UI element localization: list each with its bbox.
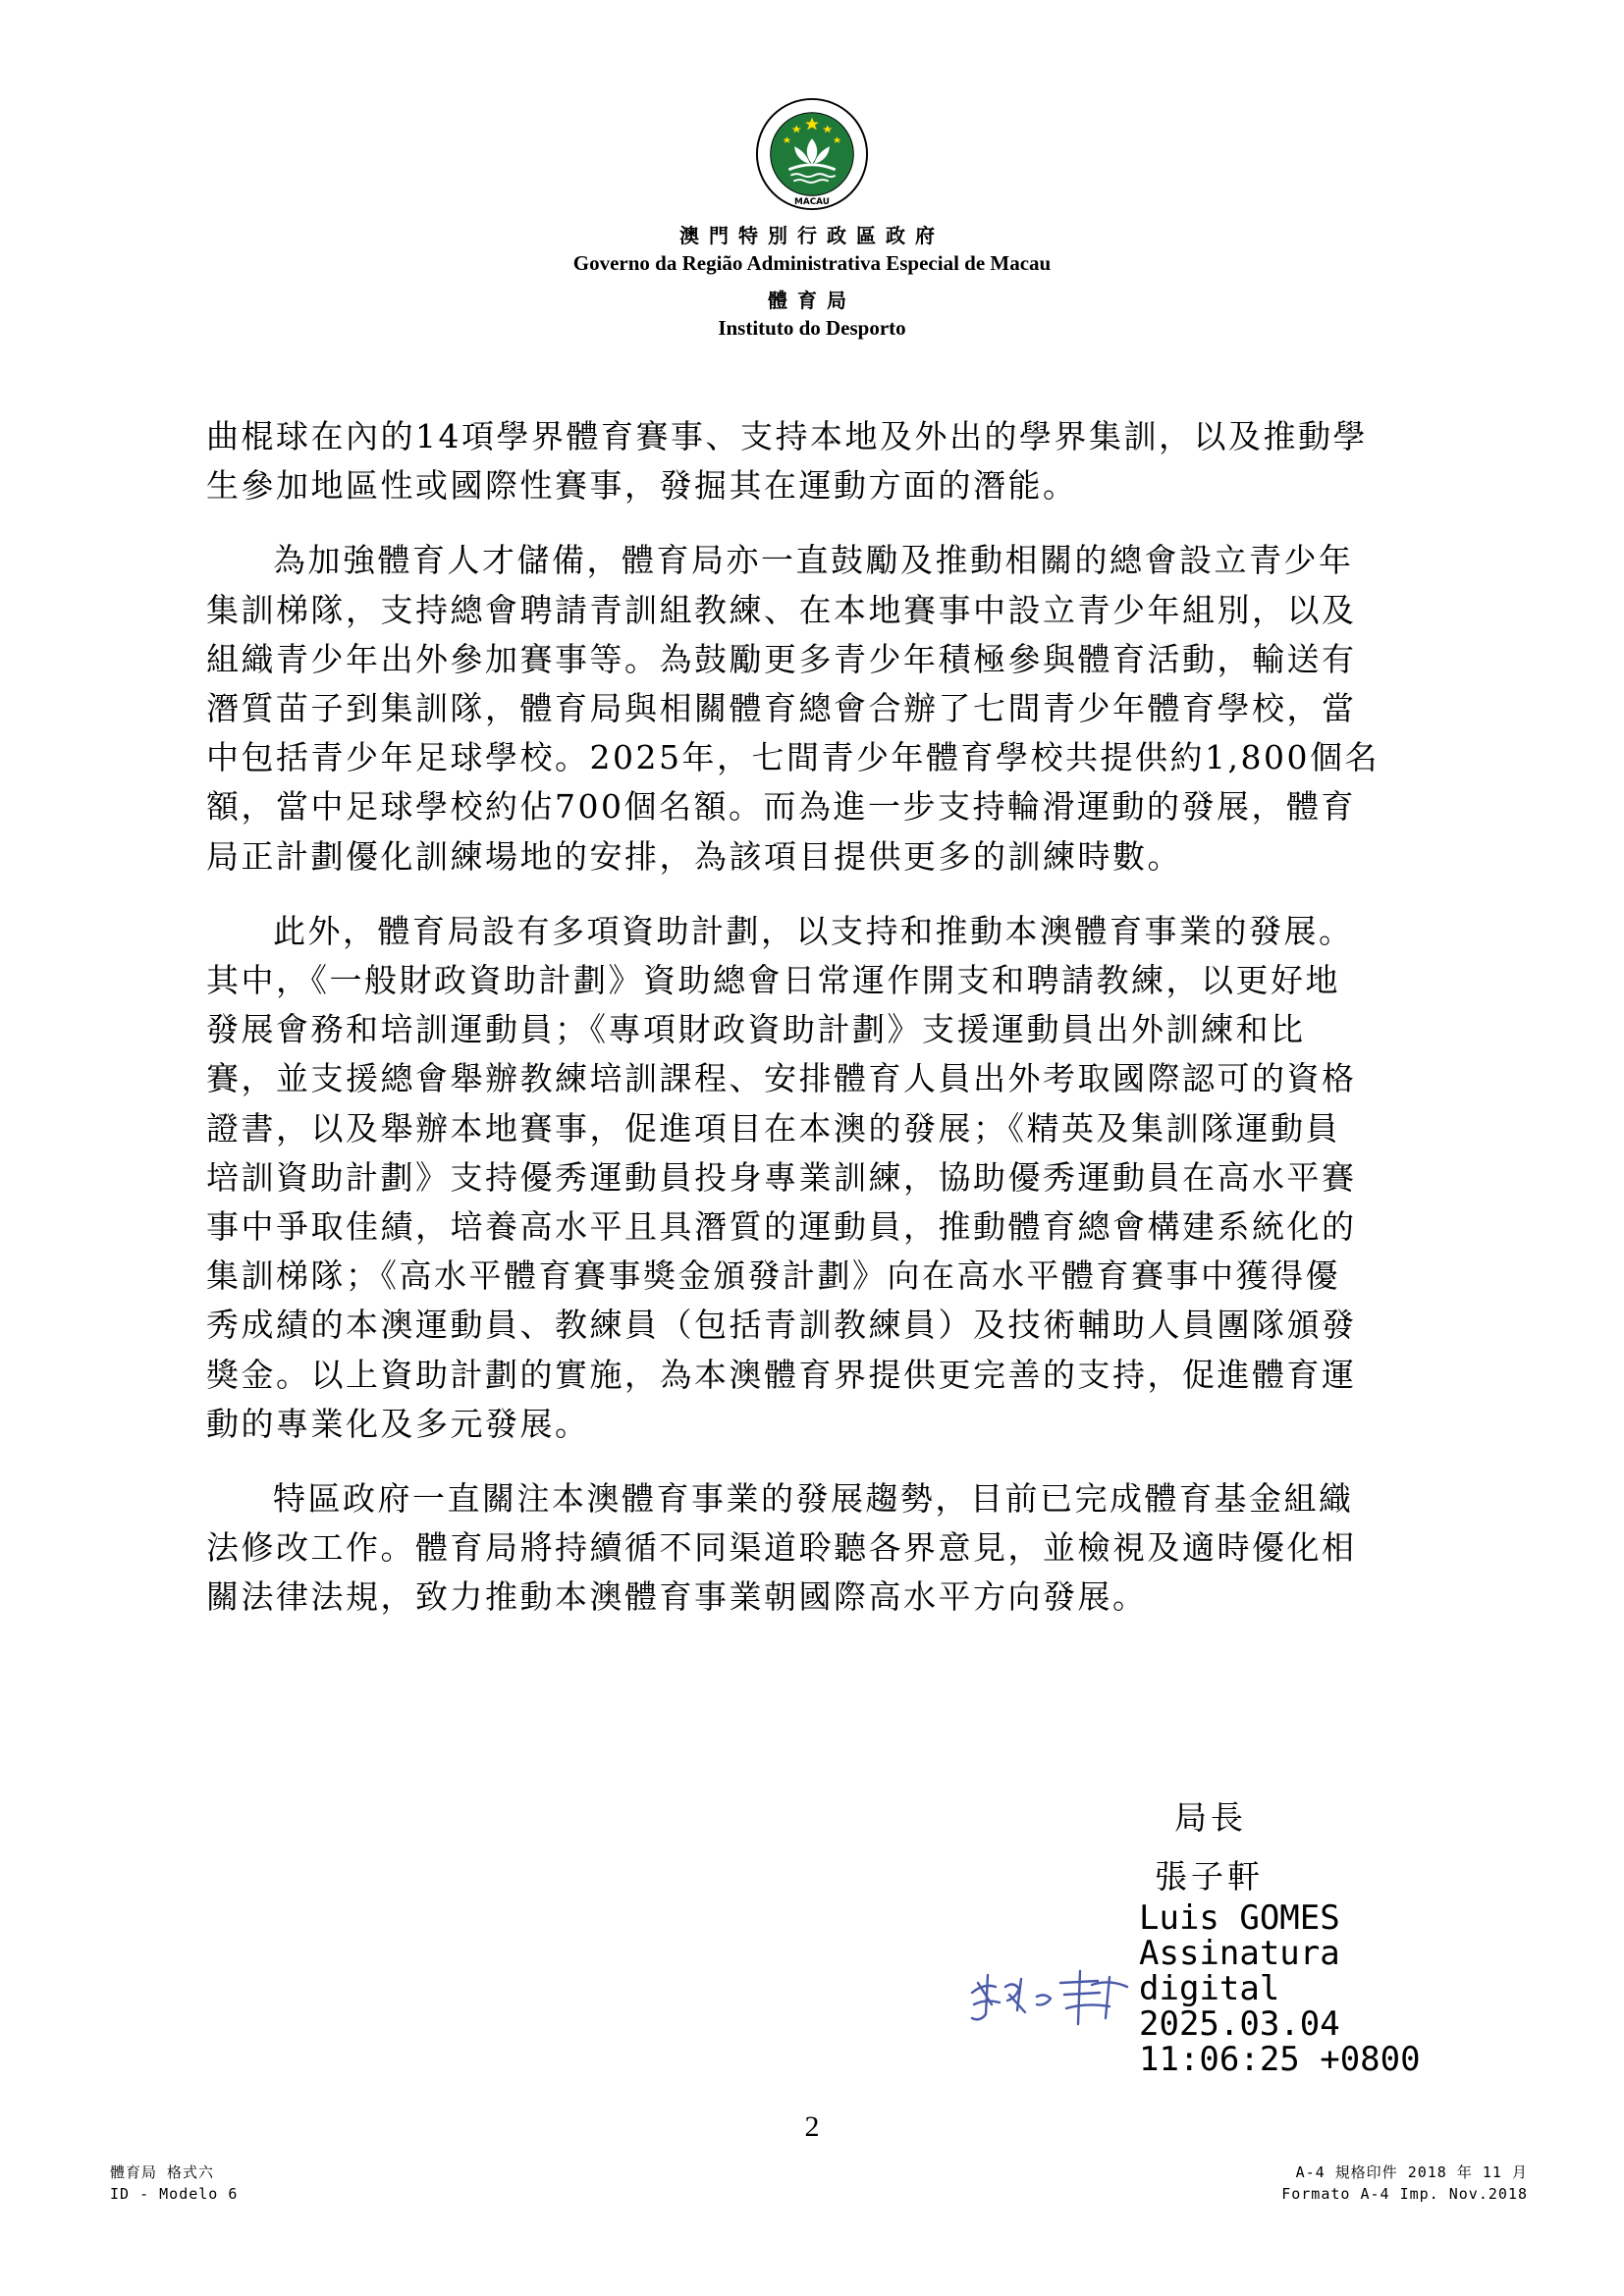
text-line: 事中爭取佳績，培養高水平且具潛質的運動員，推動體育總會構建系統化的 — [206, 1207, 1357, 1247]
text-line: 生參加地區性或國際性賽事，發掘其在運動方面的潛能。 — [206, 466, 1078, 506]
footer-right — [1281, 2162, 1528, 2205]
digital-signature-name: Luis GOMES — [1139, 1898, 1340, 1938]
text-line: 秀成績的本澳運動員、教練員（包括青訓教練員）及技術輔助人員團隊頒發 — [206, 1306, 1357, 1345]
government-name-zh: 澳門特別行政區政府 — [679, 224, 945, 247]
text-line: 局正計劃優化訓練場地的安排，為該項目提供更多的訓練時數。 — [206, 836, 1182, 876]
text-line: 動的專業化及多元發展。 — [206, 1404, 590, 1443]
text-line: 集訓梯隊，支持總會聘請青訓組教練、在本地賽事中設立青少年組別，以及 — [206, 590, 1357, 629]
signatory-name-zh: 張子軒 — [1155, 1857, 1264, 1896]
print-spec-zh: A-4 規格印件 2018 年 11 月 — [1295, 2163, 1528, 2181]
text-line: 額，當中足球學校約佔700個名額。而為進一步支持輪滑運動的發展，體育 — [206, 787, 1356, 827]
text-line: 曲棍球在內的14項學界體育賽事、支持本地及外出的學界集訓，以及推動學 — [206, 417, 1368, 455]
government-name-pt: Governo da Região Administrativa Especial de Macau — [572, 251, 1052, 275]
letter-body — [206, 412, 1449, 1648]
digital-signature-label: digital — [1139, 1969, 1280, 2008]
form-code-zh: 體育局 格式六 — [110, 2163, 215, 2181]
text-line: 特區政府一直關注本澳體育事業的發展趨勢，目前已完成體育基金組織 — [273, 1479, 1354, 1519]
text-line: 獎金。以上資助計劃的實施，為本澳體育界提供更完善的支持，促進體育運 — [206, 1355, 1357, 1394]
text-line: 其中，《一般財政資助計劃》資助總會日常運作開支和聘請教練，以更好地 — [206, 961, 1340, 1000]
macau-emblem-icon — [754, 96, 870, 212]
text-line: 中包括青少年足球學校。2025年，七間青少年體育學校共提供約1,800個名 — [206, 738, 1380, 777]
digital-signature-label: Assinatura — [1139, 1934, 1340, 1973]
digital-signature-date: 2025.03.04 — [1139, 2004, 1340, 2044]
institute-name-pt: Instituto do Desporto — [718, 316, 906, 340]
paragraph — [206, 412, 1449, 510]
form-code-pt: ID - Modelo 6 — [110, 2185, 239, 2203]
text-line: 賽，並支援總會舉辦教練培訓課程、安排體育人員出外考取國際認可的資格 — [206, 1059, 1357, 1098]
paragraph — [206, 907, 1449, 1449]
text-line: 潛質苗子到集訓隊，體育局與相關體育總會合辦了七間青少年體育學校，當 — [206, 689, 1357, 728]
digital-signature-time: 11:06:25 +0800 — [1139, 2040, 1421, 2079]
text-line: 培訓資助計劃》支持優秀運動員投身專業訓練，協助優秀運動員在高水平賽 — [206, 1157, 1357, 1197]
text-line: 關法律法規，致力推動本澳體育事業朝國際高水平方向發展。 — [206, 1577, 1148, 1617]
digital-signature-block — [1139, 1900, 1421, 2077]
text-line: 法修改工作。體育局將持續循不同渠道聆聽各界意見，並檢視及適時優化相 — [206, 1528, 1357, 1568]
print-spec-pt: Formato A-4 Imp. Nov.2018 — [1281, 2185, 1528, 2203]
page-number: 2 — [804, 2110, 820, 2143]
text-line: 組織青少年出外參加賽事等。為鼓勵更多青少年積極參與體育活動，輸送有 — [206, 639, 1357, 678]
paragraph — [206, 536, 1449, 881]
svg-text:MACAU: MACAU — [794, 197, 830, 208]
text-line: 此外，體育局設有多項資助計劃，以支持和推動本澳體育事業的發展。 — [273, 911, 1354, 950]
signatory-title: 局長 — [1174, 1798, 1247, 1837]
text-line: 為加強體育人才儲備，體育局亦一直鼓勵及推動相關的總會設立青少年 — [273, 541, 1354, 580]
text-line: 發展會務和培訓運動員；《專項財政資助計劃》支援運動員出外訓練和比 — [206, 1010, 1306, 1049]
institute-name-zh: 體育局 — [768, 289, 856, 312]
paragraph — [206, 1474, 1449, 1623]
text-line: 證書，以及舉辦本地賽事，促進項目在本澳的發展；《精英及集訓隊運動員 — [206, 1108, 1340, 1148]
handwritten-signature — [962, 1953, 1139, 2032]
text-line: 集訓梯隊；《高水平體育賽事獎金頒發計劃》向在高水平體育賽事中獲得優 — [206, 1256, 1340, 1296]
footer-left — [110, 2162, 238, 2205]
